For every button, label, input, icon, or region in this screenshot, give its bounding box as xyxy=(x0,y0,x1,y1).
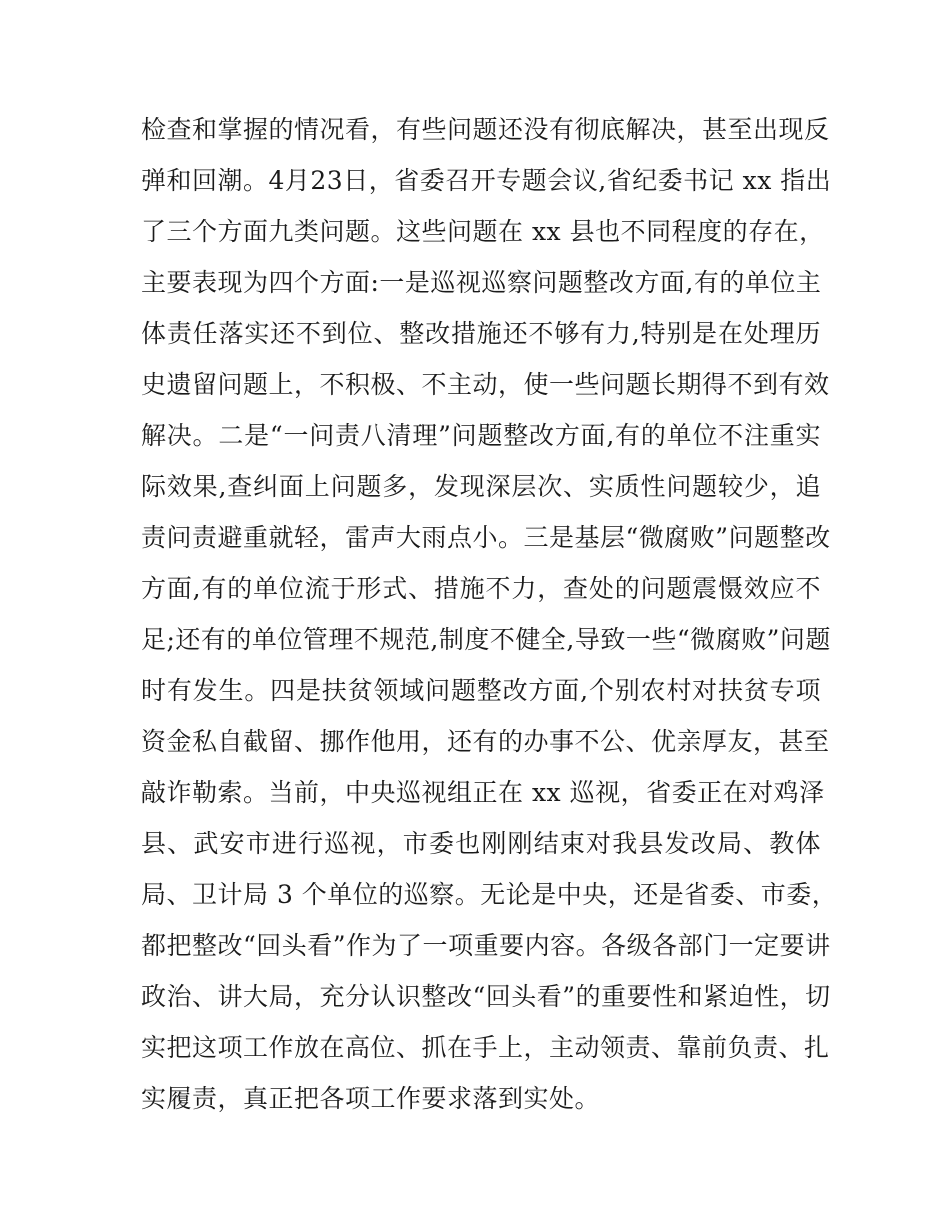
paragraph-line: 弹和回潮。4月23日，省委召开专题会议,省纪委书记 xx 指出 xyxy=(141,166,832,195)
paragraph-line: 主要表现为四个方面:一是巡视巡察问题整改方面,有的单位主 xyxy=(141,268,822,297)
paragraph-line: 足;还有的单位管理不规范,制度不健全,导致一些“微腐败”问题 xyxy=(141,625,831,654)
paragraph-line: 际效果,查纠面上问题多，发现深层次、实质性问题较少，追 xyxy=(141,472,821,501)
paragraph-line: 了三个方面九类问题。这些问题在 xx 县也不同程度的存在， xyxy=(141,217,825,246)
paragraph-line: 责问责避重就轻，雷声大雨点小。三是基层“微腐败”问题整改 xyxy=(141,523,831,552)
paragraph-line: 敲诈勒索。当前，中央巡视组正在 xx 巡视，省委正在对鸡泽 xyxy=(141,778,825,807)
paragraph-line: 解决。二是“一问责八清理”问题整改方面,有的单位不注重实 xyxy=(141,421,821,450)
paragraph-line: 体责任落实还不到位、整改措施还不够有力,特别是在处理历 xyxy=(141,319,821,348)
paragraph-line: 方面,有的单位流于形式、措施不力，查处的问题震慑效应不 xyxy=(141,574,821,603)
body-paragraph xyxy=(141,104,838,1124)
paragraph-line: 局、卫计局 3 个单位的巡察。无论是中央，还是省委、市委， xyxy=(141,880,838,909)
paragraph-line: 实把这项工作放在高位、抓在手上，主动领责、靠前负责、扎 xyxy=(141,1033,830,1062)
paragraph-line: 检查和掌握的情况看，有些问题还没有彻底解决，甚至出现反 xyxy=(141,115,830,144)
paragraph-line: 县、武安市进行巡视，市委也刚刚结束对我县发改局、教体 xyxy=(141,829,821,858)
paragraph-line: 史遗留问题上，不积极、不主动，使一些问题长期得不到有效 xyxy=(141,370,830,399)
paragraph-line: 时有发生。四是扶贫领域问题整改方面,个别农村对扶贫专项 xyxy=(141,676,821,705)
paragraph-line: 资金私自截留、挪作他用，还有的办事不公、优亲厚友，甚至 xyxy=(141,727,830,756)
paragraph-line: 都把整改“回头看”作为了一项重要内容。各级各部门一定要讲 xyxy=(141,931,831,960)
paragraph-line-last: 实履责，真正把各项工作要求落到实处。 xyxy=(141,1084,601,1113)
paragraph-line: 政治、讲大局，充分认识整改“回头看”的重要性和紧迫性，切 xyxy=(141,982,831,1011)
